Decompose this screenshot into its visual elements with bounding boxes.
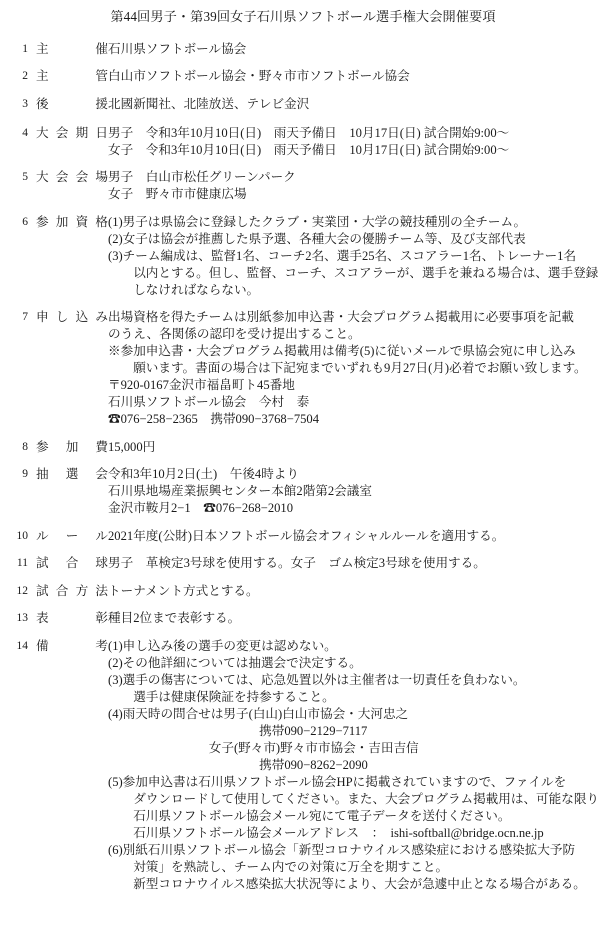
section-row (0, 528, 600, 545)
section-number: 11 (16, 557, 28, 570)
section-line: 石川県ソフトボール協会メールアドレス ： ishi-softball@bridge.ocn.ne.jp (108, 825, 544, 840)
section-line: 選手は健康保険証を持参すること。 (108, 689, 335, 704)
section-row (0, 214, 600, 299)
section-body (108, 41, 600, 58)
section-line: 携帯090−8262−2090 (108, 757, 368, 772)
section-line: (3)チーム編成は、監督1名、コーチ2名、選手25名、スコアラー1名、トレーナー1名 (108, 248, 577, 263)
section-line: 携帯090−2129−7117 (108, 723, 368, 738)
section-row (0, 638, 600, 893)
section-number: 8 (22, 440, 28, 453)
section-label: 主 管 (36, 69, 108, 84)
section-line: 2021年度(公財)日本ソフトボール協会オフィシャルルールを適用する。 (108, 528, 505, 543)
section-line: (4)雨天時の問合せは男子(白山)白山市協会・大河忠之 (108, 706, 409, 721)
section-label: 参 加 費 (36, 439, 108, 454)
section-label: 申し込み (36, 310, 108, 325)
section-label: 抽 選 会 (36, 467, 108, 482)
section-line: (2)その他詳細については抽選会で決定する。 (108, 655, 362, 670)
section-number: 12 (16, 584, 28, 597)
section-line: 種目2位まで表彰する。 (108, 611, 241, 626)
section-line: 〒920-0167金沢市福畠町ト45番地 (108, 378, 295, 393)
section-label: 試 合 球 (36, 556, 108, 571)
section-body (108, 309, 600, 428)
section-body (108, 125, 600, 159)
section-line: (1)申し込み後の選手の変更は認めない。 (108, 638, 337, 653)
section-line: 15,000円 (108, 439, 156, 454)
section-number: 7 (22, 311, 28, 324)
section-line: 北國新聞社、北陸放送、テレビ金沢 (108, 96, 310, 111)
section-row (0, 466, 600, 517)
section-line: (5)参加申込書は石川県ソフトボール協会HPに掲載されていますので、ファイルを (108, 774, 567, 789)
section-row (0, 309, 600, 428)
section-line: 石川県ソフトボール協会メール宛にて電子データを送付ください。 (108, 808, 511, 823)
section-body (108, 68, 600, 85)
section-line: 石川県ソフトボール協会 (108, 41, 247, 56)
section-number: 4 (22, 126, 28, 139)
section-line: 男子 白山市松任グリーンパーク (108, 170, 296, 185)
section-row (0, 96, 600, 113)
section-body (108, 528, 600, 545)
section-line: 女子 令和3年10月10日(日) 雨天予備日 10月17日(日) 試合開始9:00〜 (108, 142, 510, 157)
section-line: ※参加申込書・大会プログラム掲載用は備考(5)に従いメールで県協会宛に申し込み (108, 344, 576, 359)
section-line: 対策」を熟読し、チーム内での対策に万全を期すこと。 (108, 859, 449, 874)
section-line: 女子 野々市市健康広場 (108, 187, 247, 202)
section-number: 1 (22, 42, 28, 55)
section-label: 大会会場 (36, 170, 108, 185)
section-number: 13 (16, 612, 28, 625)
section-line: 令和3年10月2日(土) 午後4時より (108, 467, 299, 482)
section-line: トーナメント方式とする。 (108, 583, 259, 598)
section-number: 3 (22, 97, 28, 110)
section-line: 以内とする。但し、監督、コーチ、スコアラーが、選手を兼ねる場合は、選手登録 (108, 265, 599, 280)
section-row (0, 610, 600, 627)
section-body (108, 610, 600, 627)
section-line: ダウンロードして使用してください。また、大会プログラム掲載用は、可能な限り (108, 791, 600, 806)
section-line: 石川県地場産業振興センター本館2階第2会議室 (108, 484, 372, 499)
section-line: 男子 革検定3号球を使用する。女子 ゴム検定3号球を使用する。 (108, 556, 486, 571)
section-label: 主 催 (36, 41, 108, 56)
section-body (108, 466, 600, 517)
section-row (0, 583, 600, 600)
section-line: 石川県ソフトボール協会 今村 泰 (108, 395, 310, 410)
section-label: 大会期日 (36, 125, 108, 140)
section-row (0, 555, 600, 572)
section-line: のうえ、各関係の認印を受け提出すること。 (108, 327, 361, 342)
section-body (108, 555, 600, 572)
section-number: 2 (22, 70, 28, 83)
section-line: 男子 令和3年10月10日(日) 雨天予備日 10月17日(日) 試合開始9:00〜 (108, 125, 510, 140)
section-body (108, 638, 600, 893)
section-number: 10 (16, 529, 28, 542)
section-number: 5 (22, 171, 28, 184)
section-line: 女子(野々市)野々市市協会・吉田吉信 (108, 740, 419, 755)
section-line: 白山市ソフトボール協会・野々市市ソフトボール協会 (108, 69, 410, 84)
section-body (108, 583, 600, 600)
section-label: 後 援 (36, 96, 108, 111)
section-row (0, 439, 600, 456)
page-title: 第44回男子・第39回女子石川県ソフトボール選手権大会開催要項 (110, 9, 496, 24)
section-row (0, 169, 600, 203)
section-line: 出場資格を得たチームは別紙参加申込書・大会プログラム掲載用に必要事項を記載 (108, 310, 574, 325)
section-label: 表 彰 (36, 611, 108, 626)
section-number: 14 (16, 639, 28, 652)
section-number: 9 (22, 468, 28, 481)
section-line: (2)女子は協会が推薦した県予選、各種大会の優勝チーム等、及び支部代表 (108, 231, 526, 246)
section-list (0, 41, 600, 893)
section-row (0, 125, 600, 159)
section-line: (1)男子は県協会に登録したクラブ・実業団・大学の競技種別の全チーム。 (108, 214, 527, 229)
section-line: (3)選手の傷害については、応急処置以外は主催者は一切責任を負わない。 (108, 672, 526, 687)
section-line: (6)別紙石川県ソフトボール協会「新型コロナウイルス感染症における感染拡大予防 (108, 842, 576, 857)
section-row (0, 68, 600, 85)
section-line: しなければならない。 (108, 282, 260, 297)
section-line: 新型コロナウイルス感染拡大状況等により、大会が急遽中止となる場合がある。 (108, 876, 586, 891)
section-label: 備 考 (36, 638, 108, 653)
section-row (0, 41, 600, 58)
section-body (108, 169, 600, 203)
section-label: 試合方法 (36, 583, 108, 598)
section-body (108, 214, 600, 299)
section-number: 6 (22, 215, 28, 228)
section-line: 願います。書面の場合は下記宛までいずれも9月27日(月)必着でお願い致します。 (108, 361, 587, 376)
section-body (108, 96, 600, 113)
section-line: ☎076−258−2365 携帯090−3768−7504 (108, 412, 320, 427)
section-label: ル ー ル (36, 528, 108, 543)
section-line: 金沢市鞍月2−1 ☎076−268−2010 (108, 501, 294, 516)
section-body (108, 439, 600, 456)
section-label: 参加資格 (36, 214, 108, 229)
